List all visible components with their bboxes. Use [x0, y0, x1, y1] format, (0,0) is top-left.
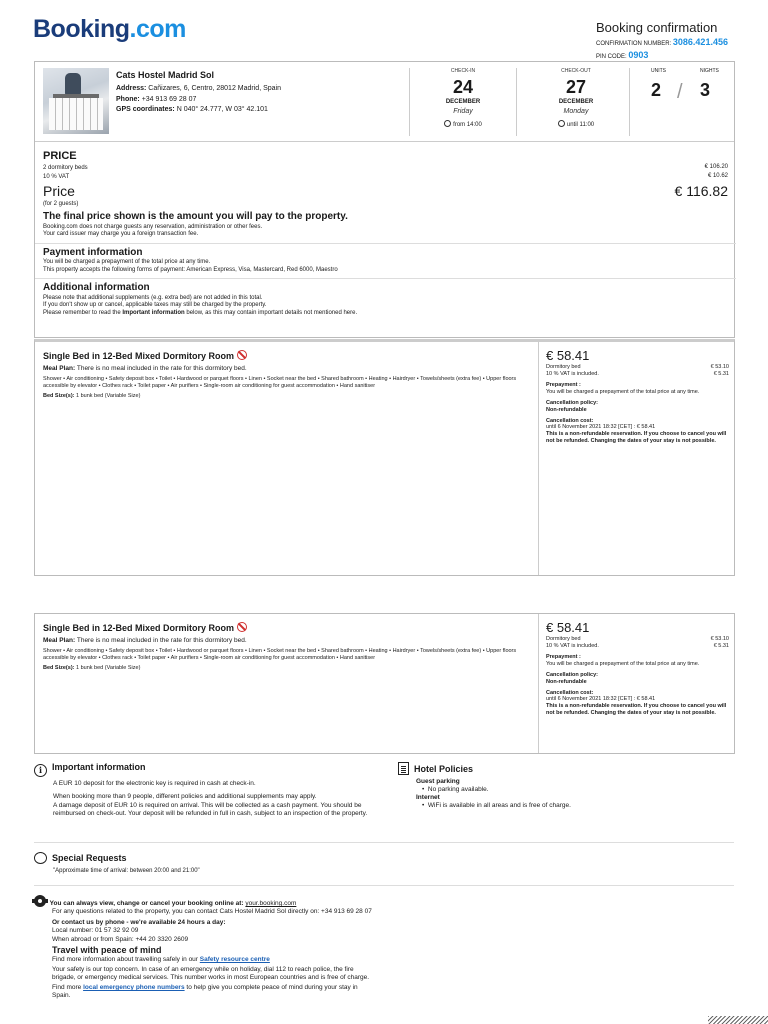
- special-requests-text: "Approximate time of arrival: between 20:00 and 21:00": [53, 867, 200, 874]
- room-price: € 58.41: [546, 348, 590, 363]
- room-title-text: Single Bed in 12-Bed Mixed Dormitory Room: [43, 623, 235, 633]
- prepayment-text: You will be charged a prepayment of the total price at any time.: [546, 660, 700, 667]
- prepayment-label: Prepayment :: [546, 654, 581, 660]
- important-info-body: [53, 780, 374, 819]
- price-line-beds: [43, 164, 728, 173]
- meal-plan-text: There is no meal included in the rate for this dormitory bed.: [76, 637, 247, 645]
- internet-text: WiFi is available in all areas and is free of charge.: [427, 802, 571, 810]
- price-line-vat: [43, 173, 728, 182]
- internet-label: Internet: [416, 794, 440, 801]
- price-total-value: € 116.82: [674, 183, 728, 200]
- meal-plan-label: Meal Plan:: [43, 637, 76, 645]
- cancellation-policy-label: Cancellation policy:: [546, 399, 598, 406]
- speech-bubble-icon: [34, 852, 47, 864]
- check-out-block: [526, 68, 626, 130]
- important-info-heading: Important information: [52, 762, 146, 772]
- bed-size: [43, 665, 533, 672]
- payment-heading: Payment information: [43, 246, 143, 258]
- room-details: [43, 622, 533, 672]
- cancellation-policy-label: Cancellation policy:: [546, 671, 598, 678]
- room-vat-label: 10 % VAT is included.: [546, 371, 599, 378]
- hotel-header: [35, 62, 734, 142]
- local-number: Local number: 01 57 32 92 09: [52, 927, 139, 935]
- room-title: [43, 622, 533, 634]
- parking-label: Guest parking: [416, 777, 460, 785]
- local-emergency-text1: Find more: [52, 984, 84, 992]
- cancellation-cost-label: Cancellation cost:: [546, 417, 594, 424]
- prepayment: [546, 382, 729, 396]
- non-refundable-note: This is a non-refundable reservation. If you choose to cancel you will not be refunded. Changing the dates of your stay is not possible.: [546, 703, 727, 717]
- address-label: Address:: [116, 85, 147, 92]
- additional-text3a: Please remember to read the: [43, 309, 123, 316]
- logo-part1: Booking: [33, 15, 130, 43]
- no-smoking-icon: [237, 622, 247, 632]
- room-title-text: Single Bed in 12-Bed Mixed Dormitory Room: [43, 351, 235, 361]
- room-details: [43, 350, 533, 400]
- price-total-row: [43, 183, 728, 201]
- check-in-block: [413, 68, 513, 130]
- important-info-section: [34, 762, 374, 818]
- footer-body: [52, 908, 374, 1000]
- additional-text1: Please note that additional supplements (e.g. extra bed) are not added in this total.: [43, 294, 263, 301]
- document-icon: [398, 762, 409, 775]
- booking-logo: [33, 14, 186, 45]
- check-in-time: [413, 120, 513, 130]
- room-vat-value: € 5.31: [713, 371, 729, 378]
- check-in-time-text: from 14:00: [453, 122, 482, 128]
- prepayment-text: You will be charged a prepayment of the total price at any time.: [546, 388, 700, 395]
- cancellation-cost-label: Cancellation cost:: [546, 689, 594, 696]
- room-bed-label: Dormitory bed: [546, 636, 581, 643]
- prepayment: [546, 654, 729, 668]
- internet-item: • WiFi is available in all areas and is free of charge.: [422, 802, 571, 810]
- room-card: [34, 613, 735, 754]
- room-vat-label: 10 % VAT is included.: [546, 643, 599, 650]
- cancellation-policy: [546, 672, 729, 686]
- safety-text: Find more information about travelling safely in our: [52, 955, 200, 963]
- cancellation-cost: [546, 690, 729, 718]
- cancellation-cost-value: until 6 November 2021 18:32 [CET] : € 58.41: [546, 424, 656, 431]
- bed-size-label: Bed Size(s):: [43, 665, 75, 672]
- manage-online-label: You can always view, change or cancel your booking online at:: [49, 900, 246, 907]
- non-refundable-note: This is a non-refundable reservation. If you choose to cancel you will not be refunded. Changing the dates of your stay is not possible.: [546, 431, 727, 445]
- room-line-bed: [546, 364, 729, 371]
- price-vat-value: € 10.62: [707, 172, 728, 179]
- cancellation-cost: [546, 418, 729, 446]
- prepayment-label: Prepayment :: [546, 382, 581, 388]
- price-beds-value: € 106.20: [704, 163, 728, 170]
- pin-code: 0903: [628, 49, 649, 60]
- safety-resource-link[interactable]: Safety resource centre: [199, 955, 270, 963]
- special-requests-section: [34, 852, 734, 875]
- check-out-time: [526, 120, 626, 130]
- meal-plan: [43, 637, 533, 645]
- bed-size-text: 1 bunk bed (Variable Size): [76, 393, 141, 400]
- local-emergency: [52, 984, 374, 1000]
- manage-booking-link[interactable]: your.booking.com: [245, 900, 297, 907]
- abroad-number: When abroad or from Spain: +44 20 3320 2609: [52, 935, 189, 943]
- price-section: [43, 150, 728, 317]
- meal-plan: [43, 365, 533, 373]
- check-out-label: CHECK-OUT: [561, 68, 591, 74]
- additional-text3c: below, as this may contain important details not mentioned here.: [184, 309, 358, 316]
- important-info-p1: A EUR 10 deposit for the electronic key is required in cash at check-in.: [53, 779, 256, 787]
- hotel-photo: [43, 68, 109, 134]
- gps-label: GPS coordinates:: [116, 106, 175, 113]
- important-info-p3: A damage deposit of EUR 10 is required on arrival. This will be collected as a cash payment. You should be reimbursed on check-out. Your deposit will be refunded in full in cash, subject to an inspection of the property.: [53, 801, 368, 817]
- cancellation-policy: [546, 400, 729, 414]
- hotel-details: [116, 84, 281, 116]
- emergency-text: Your safety is our top concern. In case of an emergency while on holiday, dial 112 to reach police, the fire brigade, or emergency medical services. This number works in most European countries and is free of charge.: [52, 966, 370, 982]
- price-guests: (for 2 guests): [43, 200, 79, 207]
- parking-item: • No parking available.: [422, 785, 489, 793]
- final-price-text1: Booking.com does not charge guests any reservation, administration or other fees.: [43, 223, 263, 230]
- divider: [35, 278, 736, 279]
- units-value: 2: [651, 80, 662, 101]
- manage-online: [34, 895, 374, 908]
- payment-text2: This property accepts the following forms of payment: American Express, Visa, Mastercard, Red 6000, Maestro: [43, 266, 338, 273]
- special-requests-heading: Special Requests: [52, 853, 127, 863]
- room-line-bed: [546, 636, 729, 643]
- room-facilities: Shower • Air conditioning • Safety deposit box • Toilet • Hardwood or parquet floors • Linen • Socket near the bed • Shared bathroom • Heating • Hairdryer • Towels/sheets (extra fee) • Upper floors accessible by elevator • Clothes rack • Toilet paper • Air purifiers • Single-room air conditioning for guest accommodation • Hand sanitiser: [43, 376, 517, 390]
- no-smoking-icon: [237, 350, 247, 360]
- important-info-p2: When booking more than 9 people, different policies and additional supplements may apply.: [53, 792, 317, 800]
- nights-label: NIGHTS: [700, 68, 719, 74]
- bed-size-text: 1 bunk bed (Variable Size): [76, 665, 141, 672]
- info-icon: i: [34, 764, 47, 777]
- hotel-policies-section: [398, 762, 728, 810]
- hotel-gps: N 040° 24.777, W 03° 42.101: [176, 106, 268, 113]
- local-emergency-text2: to help give you complete peace of mind during your stay in Spain.: [52, 984, 358, 1000]
- units-label: UNITS: [651, 68, 666, 74]
- confirmation-number: 3086.421.456: [672, 37, 728, 48]
- check-out-day: 27: [565, 77, 587, 98]
- check-out-month: DECEMBER: [558, 98, 594, 105]
- units-block: [651, 68, 666, 102]
- room-price-panel: [538, 614, 735, 753]
- room-price: € 58.41: [546, 620, 590, 635]
- price-heading: PRICE: [43, 150, 77, 162]
- important-info-ref: Important information: [122, 309, 185, 316]
- price-beds-label: 2 dormitory beds: [43, 164, 88, 171]
- units-nights-divider: /: [677, 81, 683, 103]
- room-bed-label: Dormitory bed: [546, 364, 581, 371]
- room-line-vat: [546, 643, 729, 650]
- gear-icon: [34, 895, 46, 907]
- clock-icon: [444, 120, 451, 127]
- cancellation-cost-value: until 6 November 2021 18:32 [CET] : € 58.41: [546, 696, 656, 703]
- payment-text1: You will be charged a prepayment of the total price at any time.: [43, 259, 211, 266]
- hotel-address: Cañizares, 6, Centro, 28012 Madrid, Spain: [148, 85, 281, 92]
- room-title: [43, 350, 533, 362]
- page-title: Booking confirmation: [596, 20, 718, 35]
- room-facilities: Shower • Air conditioning • Safety deposit box • Toilet • Hardwood or parquet floors • Linen • Socket near the bed • Shared bathroom • Heating • Hairdryer • Towels/sheets (extra fee) • Upper floors accessible by elevator • Clothes rack • Toilet paper • Air purifiers • Single-room air conditioning for guest accommodation • Hand sanitiser: [43, 648, 517, 662]
- hotel-phone[interactable]: +34 913 69 28 07: [141, 95, 197, 103]
- room-bed-value: € 53.10: [710, 636, 729, 643]
- nights-block: [700, 68, 719, 102]
- price-total-label: Price: [43, 183, 75, 200]
- room-price-panel: [538, 342, 735, 575]
- pin-label: PIN CODE:: [596, 53, 627, 60]
- bed-size-label: Bed Size(s):: [43, 393, 75, 400]
- confirmation-label: CONFIRMATION NUMBER:: [596, 41, 672, 48]
- room-line-vat: [546, 371, 729, 378]
- pin-code-row: [596, 50, 728, 62]
- final-price-text2: Your card issuer may charge you a foreign transaction fee.: [43, 231, 199, 238]
- room-bed-value: € 53.10: [710, 364, 729, 371]
- room-card: [34, 339, 735, 576]
- confirmation-block: [596, 20, 728, 61]
- property-contact-text: For any questions related to the property, you can contact Cats Hostel Madrid Sol directly on: +34 913 69 28 07: [52, 908, 372, 916]
- parking-text: No parking available.: [427, 785, 489, 793]
- check-out-time-text: until 11:00: [566, 122, 595, 128]
- cancellation-policy-value: Non-refundable: [546, 406, 587, 413]
- additional-text3: [43, 310, 728, 318]
- meal-plan-label: Meal Plan:: [43, 365, 76, 373]
- local-emergency-link[interactable]: local emergency phone numbers: [83, 984, 185, 992]
- room-vat-value: € 5.31: [713, 643, 729, 650]
- check-out-weekday: Monday: [563, 108, 589, 116]
- phone-label: Phone:: [116, 95, 140, 103]
- phone-support-label: Or contact us by phone - we're available 24 hours a day:: [52, 919, 226, 927]
- hotel-name: Cats Hostel Madrid Sol: [116, 70, 215, 80]
- final-price-heading: The final price shown is the amount you will pay to the property.: [43, 211, 348, 223]
- travel-heading: Travel with peace of mind: [52, 944, 162, 955]
- additional-text2: If you don't show up or cancel, applicable taxes may still be charged by the property.: [43, 302, 267, 309]
- nights-value: 3: [700, 80, 711, 101]
- check-in-day: 24: [452, 77, 474, 98]
- meal-plan-text: There is no meal included in the rate for this dormitory bed.: [76, 365, 247, 373]
- bed-size: [43, 393, 533, 400]
- divider: [35, 243, 736, 244]
- footer-section: [34, 895, 374, 1001]
- hotel-policies-body: [416, 778, 728, 811]
- check-in-month: DECEMBER: [445, 98, 481, 105]
- hotel-summary-box: [34, 61, 735, 338]
- divider: [34, 885, 734, 886]
- clock-icon: [558, 120, 565, 127]
- check-in-label: CHECK-IN: [450, 68, 476, 74]
- additional-heading: Additional information: [43, 282, 150, 294]
- page-edge-pattern: [708, 1016, 768, 1024]
- check-in-weekday: Friday: [453, 108, 473, 116]
- divider: [34, 842, 734, 843]
- cancellation-policy-value: Non-refundable: [546, 678, 587, 685]
- safety-resource: [52, 956, 374, 964]
- hotel-policies-heading: Hotel Policies: [414, 764, 474, 774]
- price-vat-label: 10 % VAT: [43, 173, 70, 180]
- logo-part2: .com: [129, 15, 186, 43]
- confirmation-number-row: [596, 37, 728, 49]
